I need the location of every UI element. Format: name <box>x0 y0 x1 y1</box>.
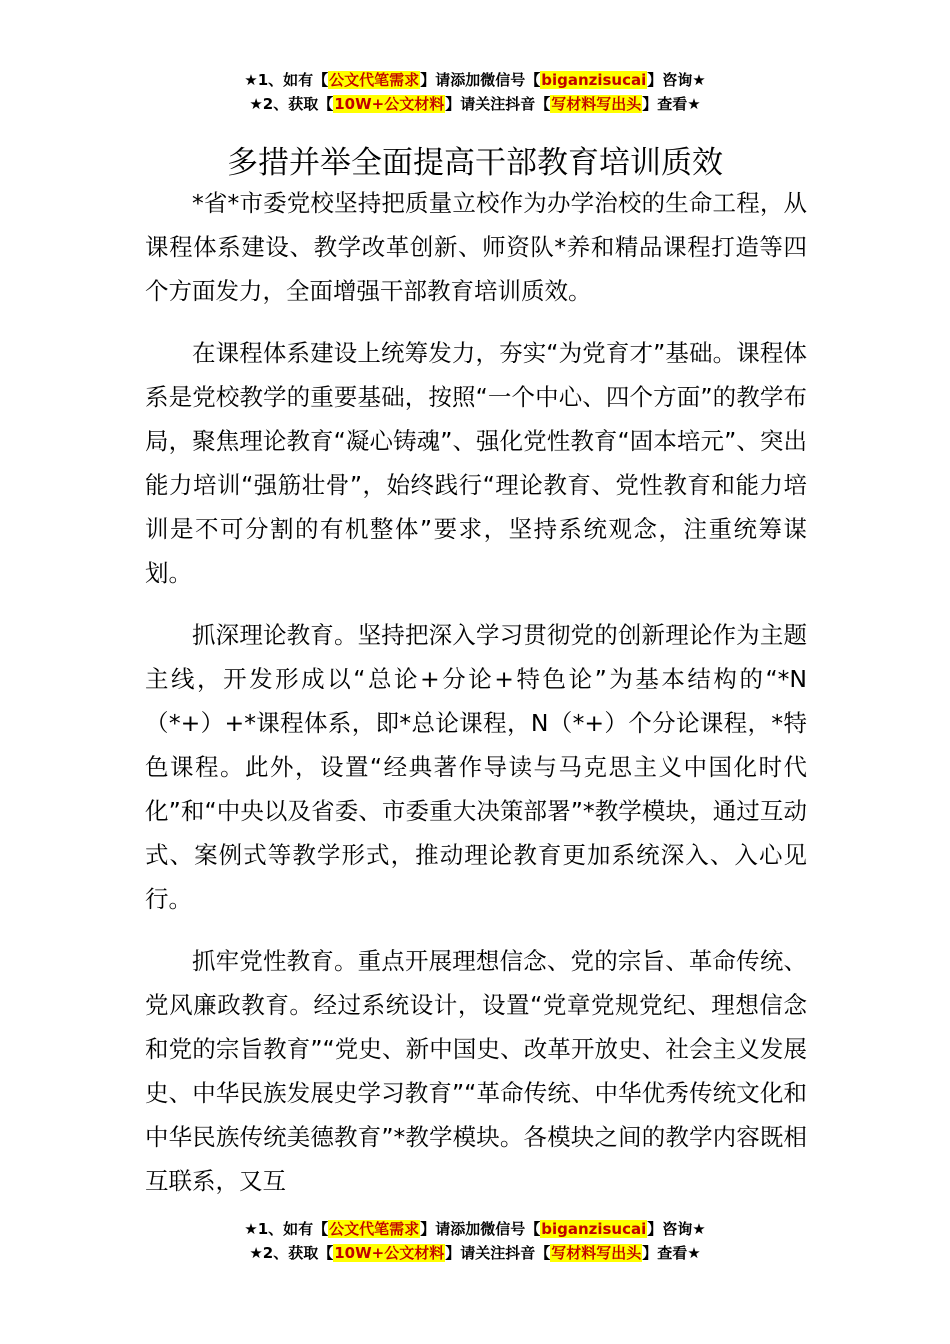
footer-line1-highlight-service: 公文代笔需求 <box>329 1220 420 1238</box>
footer-line1-wechat-id: biganzisucai <box>541 1220 647 1238</box>
header-banner <box>0 68 950 116</box>
footer-line2-middle: 】请关注抖音【 <box>445 1244 551 1262</box>
footer-banner <box>0 1217 950 1265</box>
header-line1-prefix: ★1、如有【 <box>244 71 329 89</box>
paragraph-party-spirit-education: 抓牢党性教育。重点开展理想信念、党的宗旨、革命传统、党风廉政教育。经过系统设计，设置“党章党规党纪、理想信念和党的宗旨教育”“党史、新中国史、改革开放史、社会主义发展史、中华民族发展史学习教育”“革命传统、中华优秀传统文化和中华民族传统美德教育”*教学模块。各模块之间的教学内容既相互联系，又互 <box>145 947 807 1195</box>
header-banner-line-2 <box>0 92 950 116</box>
footer-line2-suffix: 】查看★ <box>642 1244 701 1262</box>
header-line1-suffix: 】咨询★ <box>647 71 706 89</box>
paragraph-intro: *省*市委党校坚持把质量立校作为办学治校的生命工程，从课程体系建设、教学改革创新、师资队*养和精品课程打造等四个方面发力，全面增强干部教育培训质效。 <box>145 189 807 305</box>
header-line1-highlight-service: 公文代笔需求 <box>329 71 420 89</box>
footer-line1-middle: 】请添加微信号【 <box>420 1220 541 1238</box>
header-banner-line-1 <box>0 68 950 92</box>
footer-banner-line-2 <box>0 1241 950 1265</box>
footer-line2-highlight-materials: 10W+公文材料 <box>334 1244 445 1262</box>
paragraph-theory-education: 抓深理论教育。坚持把深入学习贯彻党的创新理论作为主题主线，开发形成以“总论+分论+特色论”为基本结构的“*N（*+）+*课程体系，即*总论课程，N（*+）个分论课程，*特色课程。此外，设置“经典著作导读与马克思主义中国化时代化”和“中央以及省委、市委重大决策部署”*教学模块，通过互动式、案例式等教学形式，推动理论教育更加系统深入、入心见行。 <box>145 621 807 913</box>
footer-line2-prefix: ★2、获取【 <box>249 1244 334 1262</box>
header-line2-highlight-materials: 10W+公文材料 <box>334 95 445 113</box>
footer-line1-suffix: 】咨询★ <box>647 1220 706 1238</box>
header-line1-wechat-id: biganzisucai <box>541 71 647 89</box>
footer-line1-prefix: ★1、如有【 <box>244 1220 329 1238</box>
footer-banner-line-1 <box>0 1217 950 1241</box>
document-title: 多措并举全面提高干部教育培训质效 <box>227 144 723 181</box>
header-line2-douyin-account: 写材料写出头 <box>551 95 642 113</box>
header-line2-middle: 】请关注抖音【 <box>445 95 551 113</box>
header-line2-prefix: ★2、获取【 <box>249 95 334 113</box>
header-line2-suffix: 】查看★ <box>642 95 701 113</box>
document-body <box>145 181 807 1221</box>
header-line1-middle: 】请添加微信号【 <box>420 71 541 89</box>
footer-line2-douyin-account: 写材料写出头 <box>551 1244 642 1262</box>
paragraph-curriculum-system: 在课程体系建设上统筹发力，夯实“为党育才”基础。课程体系是党校教学的重要基础，按照“一个中心、四个方面”的教学布局，聚焦理论教育“凝心铸魂”、强化党性教育“固本培元”、突出能力培训“强筋壮骨”，始终践行“理论教育、党性教育和能力培训是不可分割的有机整体”要求，坚持系统观念，注重统筹谋划。 <box>145 339 807 587</box>
